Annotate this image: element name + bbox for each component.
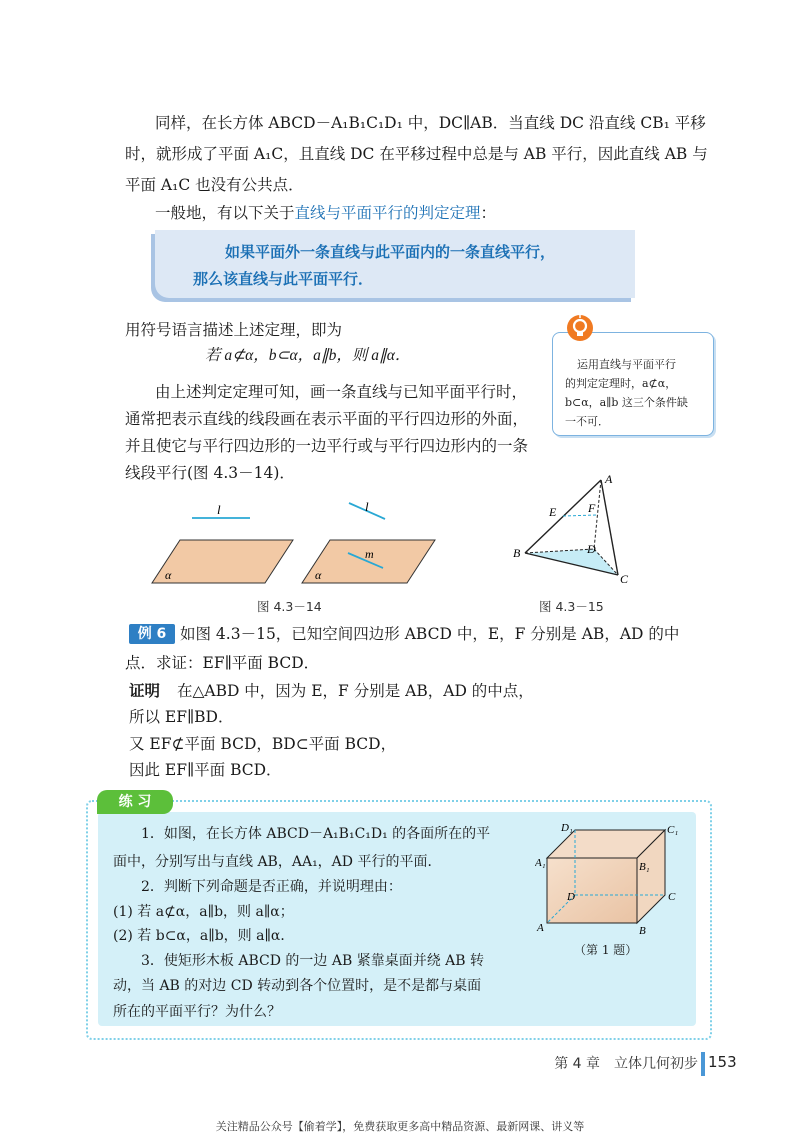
proof-line4: 因此 EF∥平面 BCD． (129, 761, 282, 779)
cuboid-caption: （第 1 题） (574, 943, 638, 957)
cube-label-C1: C₁ (667, 824, 679, 836)
label-m: m (365, 547, 374, 561)
cube-label-B: B (639, 925, 646, 937)
practice-q3-line1: 3．使矩形木板 ABCD 的一边 AB 紧靠桌面并绕 AB 转 (141, 953, 484, 969)
label-alpha-right: α (315, 568, 322, 582)
side-note (552, 332, 714, 436)
cube-label-A1: A₁ (535, 857, 546, 869)
proof-label: 证明 (129, 682, 161, 700)
cube-label-D: D (567, 891, 575, 903)
chapter-title: 第 4 章 立体几何初步 (554, 1056, 698, 1072)
practice-q1-line2: 面中，分别写出与直线 AB，AA₁，AD 平行的平面． (113, 854, 442, 870)
label-C: C (620, 572, 629, 586)
label-F: F (588, 501, 596, 515)
side-note-line3: b⊂α，a∥b 这三个条件缺 (565, 396, 688, 409)
side-note-line1: 运用直线与平面平行 (577, 358, 676, 371)
fig14-right (302, 499, 435, 583)
para1-line1: 同样，在长方体 ABCD－A₁B₁C₁D₁ 中，DC∥AB．当直线 DC 沿直线 CB₁ 平移 (155, 114, 706, 132)
example-tag: 例 6 (129, 624, 175, 644)
symbolic-intro: 用符号语言描述上述定理，即为 (125, 321, 343, 339)
practice-q2-line3: (2) 若 b⊂α，a∥b，则 a∥α． (113, 928, 295, 944)
fig15-caption: 图 4.3－15 (539, 599, 604, 614)
fig14-caption: 图 4.3－14 (257, 599, 322, 614)
proof-line3: 又 EF⊄平面 BCD，BD⊂平面 BCD， (129, 735, 397, 753)
bottom-watermark-note: 关注精品公众号【偷着学】，免费获取更多高中精品资源、最新网课、讲义等 (215, 1120, 585, 1133)
para3-line4: 线段平行(图 4.3－14)． (125, 464, 295, 482)
page-number: 153 (708, 1053, 737, 1071)
practice-q2-line1: 2．判断下列命题是否正确，并说明理由： (141, 879, 402, 895)
plane-alpha-left (152, 540, 293, 583)
para3-line3: 并且使它与平行四边形的一边平行或与平行四边形内的一条 (125, 437, 529, 455)
side-note-line4: 一不可． (565, 415, 609, 428)
lightbulb-icon (565, 313, 595, 343)
practice-q1-line1: 1．如图，在长方体 ABCD－A₁B₁C₁D₁ 的各面所在的平 (141, 826, 491, 842)
cuboid-figure (535, 818, 695, 938)
label-l-left: l (217, 502, 221, 517)
para3-line2: 通常把表示直线的线段画在表示平面的平行四边形的外面， (125, 410, 529, 428)
segment-ef (563, 515, 597, 516)
proof-line2: 所以 EF∥BD． (129, 708, 234, 726)
cube-label-A: A (537, 922, 544, 934)
practice-q2-line2: (1) 若 a⊄α，a∥b，则 a∥α； (113, 904, 294, 920)
example-line1: 如图 4.3－15，已知空间四边形 ABCD 中，E，F 分别是 AB，AD 的中 (180, 625, 680, 643)
label-E: E (549, 505, 557, 519)
cube-label-B1: B₁ (639, 861, 650, 873)
cube-label-C: C (668, 891, 676, 903)
para2-suffix: ： (480, 204, 497, 222)
label-D: D (587, 542, 596, 556)
proof-text1: 在△ABD 中，因为 E，F 分别是 AB，AD 的中点， (176, 682, 534, 700)
symbolic-formula: 若 a⊄α，b⊂α，a∥b，则 a∥α． (205, 347, 411, 364)
para1-line2: 时，就形成了平面 A₁C，且直线 DC 在平移过程中总是与 AB 平行，因此直线 AB 与 (125, 145, 708, 163)
theorem-box (155, 230, 635, 298)
cuboid-front-face (547, 858, 637, 923)
figure-4-3-14 (150, 495, 440, 590)
label-alpha-left: α (165, 568, 172, 582)
para2 (155, 198, 496, 228)
label-B: B (513, 546, 521, 560)
para1-line3: 平面 A₁C 也没有公共点． (125, 176, 304, 194)
para3-line1: 由上述判定定理可知，画一条直线与已知平面平行时， (155, 383, 528, 401)
footer-divider (701, 1052, 705, 1076)
label-A: A (605, 472, 613, 486)
side-note-line2: 的判定定理时，a⊄α， (565, 377, 677, 390)
cube-label-D1: D₁ (561, 822, 573, 834)
practice-q3-line3: 所在的平面平行？为什么？ (113, 1004, 281, 1020)
fig14-left (152, 502, 293, 583)
practice-q3-line2: 动，当 AB 的对边 CD 转动到各个位置时，是不是都与桌面 (113, 978, 482, 994)
theorem-name-highlight: 直线与平面平行的判定定理 (294, 204, 481, 222)
example-line2: 点．求证：EF∥平面 BCD． (125, 654, 320, 672)
theorem-line1: 如果平面外一条直线与此平面内的一条直线平行， (225, 243, 556, 261)
figure-4-3-15 (505, 470, 645, 595)
practice-tag: 练 习 (97, 790, 173, 814)
label-l-right: l (365, 499, 369, 514)
theorem-line2: 那么该直线与此平面平行． (193, 270, 374, 288)
para2-prefix: 一般地，有以下关于 (155, 204, 295, 222)
